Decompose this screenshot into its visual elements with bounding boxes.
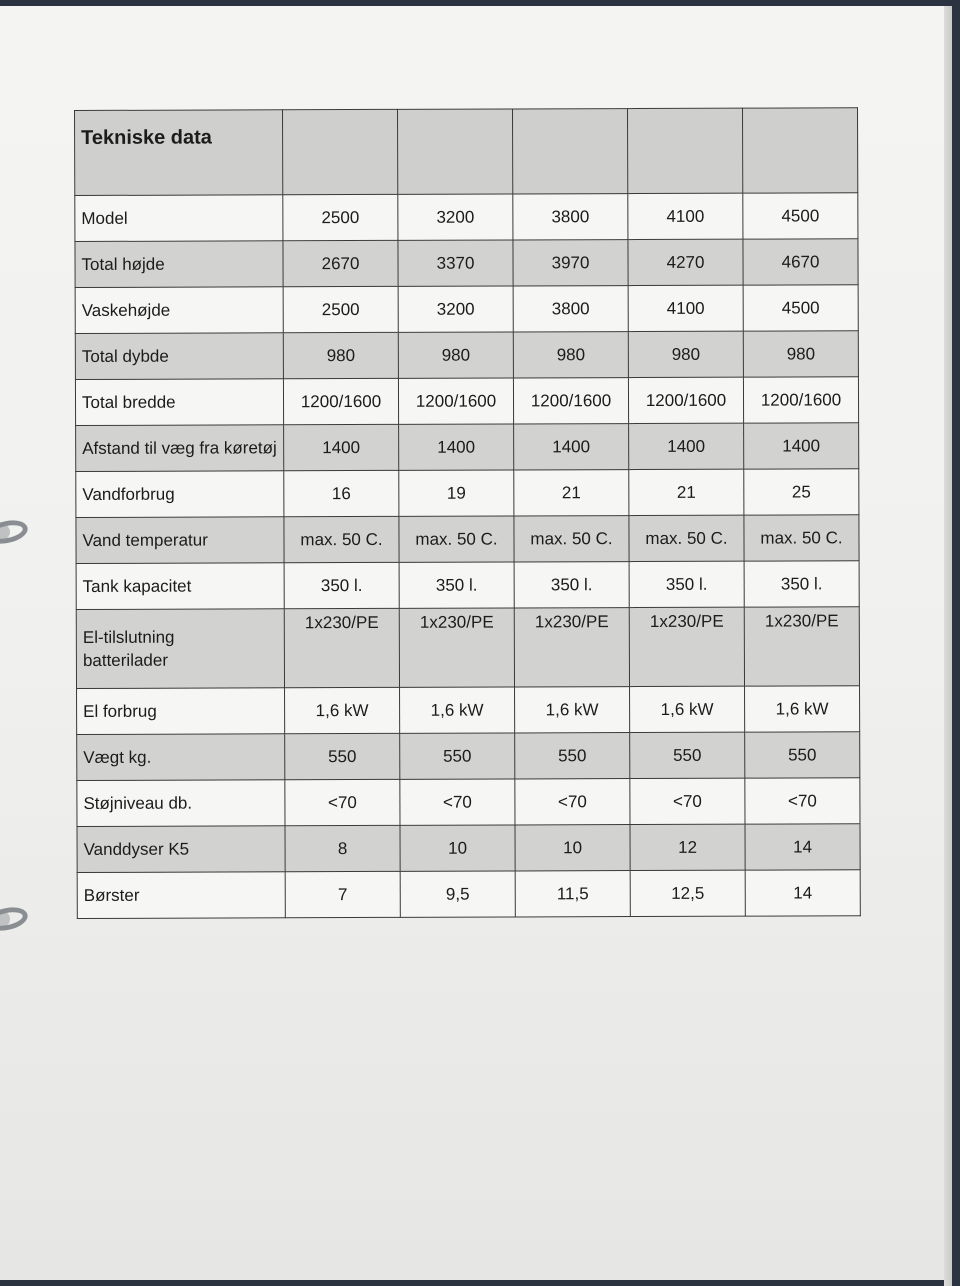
table-cell: 3200 <box>398 194 513 240</box>
table-cell: <70 <box>515 779 630 825</box>
table-cell: 12,5 <box>630 870 745 916</box>
header-cell <box>512 109 627 194</box>
table-cell: 1200/1600 <box>398 378 513 424</box>
table-cell: 350 l. <box>514 562 629 608</box>
row-label: Tank kapacitet <box>76 563 284 610</box>
row-label: Model <box>75 195 283 242</box>
header-cell <box>283 109 398 194</box>
table-cell: 4100 <box>628 193 743 239</box>
table-cell: 980 <box>398 332 513 378</box>
table-title: Tekniske data <box>75 110 283 196</box>
table-cell: 1200/1600 <box>743 377 858 423</box>
row-label: Vandforbrug <box>76 471 284 518</box>
row-label: Vaskehøjde <box>75 287 283 334</box>
table-cell: 4270 <box>628 239 743 285</box>
table-cell: 16 <box>284 470 399 516</box>
table-row <box>76 469 859 518</box>
table-row <box>77 732 860 781</box>
row-label <box>76 609 284 689</box>
table-row <box>76 423 859 472</box>
table-cell: 3970 <box>513 240 628 286</box>
row-label-line: batterilader <box>82 650 169 670</box>
table-cell: 350 l. <box>399 562 514 608</box>
table-cell: 11,5 <box>515 871 630 917</box>
table-cell: 12 <box>630 824 745 870</box>
row-label: Vægt kg. <box>77 734 285 781</box>
page-edge <box>944 6 952 1286</box>
spec-table-wrapper <box>74 107 861 919</box>
table-cell: 2500 <box>283 194 398 240</box>
table-cell: 1,6 kW <box>745 686 860 732</box>
table-cell: 4100 <box>628 285 743 331</box>
table-cell: 10 <box>400 825 515 871</box>
table-cell: 1x230/PE <box>399 608 514 687</box>
table-cell: <70 <box>630 778 745 824</box>
table-cell: 550 <box>745 732 860 778</box>
table-row <box>75 331 858 380</box>
table-cell: 3800 <box>513 194 628 240</box>
table-cell: 19 <box>399 470 514 516</box>
header-cell <box>397 109 512 194</box>
table-cell: 4670 <box>743 239 858 285</box>
table-cell: 14 <box>745 824 860 870</box>
table-cell: 2670 <box>283 240 398 286</box>
table-cell: max. 50 C. <box>514 516 629 562</box>
row-label: Børster <box>77 872 285 919</box>
header-cell <box>627 108 742 193</box>
table-cell: 8 <box>285 825 400 871</box>
row-label: Total dybde <box>75 333 283 380</box>
table-cell: max. 50 C. <box>744 515 859 561</box>
row-label: Vanddyser K5 <box>77 826 285 873</box>
table-cell: 21 <box>514 470 629 516</box>
table-cell: 1200/1600 <box>628 377 743 423</box>
table-header-row <box>75 108 858 196</box>
table-cell: 1x230/PE <box>284 608 399 687</box>
table-cell: 1400 <box>284 424 399 470</box>
table-cell: 1x230/PE <box>744 607 859 686</box>
table-row <box>77 778 860 827</box>
table-cell: 1,6 kW <box>630 686 745 732</box>
table-cell: 350 l. <box>629 561 744 607</box>
table-cell: <70 <box>745 778 860 824</box>
table-row <box>77 870 860 919</box>
table-row <box>77 686 860 735</box>
table-row <box>76 607 859 689</box>
table-cell: 21 <box>629 469 744 515</box>
table-cell: 1x230/PE <box>514 608 629 687</box>
table-cell: 1x230/PE <box>629 607 744 686</box>
table-cell: 1,6 kW <box>285 687 400 733</box>
table-cell: 4500 <box>743 285 858 331</box>
table-cell: 1,6 kW <box>515 687 630 733</box>
row-label: Total bredde <box>75 379 283 426</box>
table-cell: 550 <box>630 732 745 778</box>
table-cell: 550 <box>515 733 630 779</box>
table-cell: 3200 <box>398 286 513 332</box>
table-row <box>76 515 859 564</box>
table-cell: 1200/1600 <box>513 378 628 424</box>
row-label: Afstand til væg fra køretøj <box>76 425 284 472</box>
table-row <box>75 285 858 334</box>
table-cell: max. 50 C. <box>284 516 399 562</box>
table-cell: 550 <box>400 733 515 779</box>
table-cell: 980 <box>513 332 628 378</box>
table-cell: 3800 <box>513 286 628 332</box>
table-cell: 980 <box>283 332 398 378</box>
spec-table <box>74 107 861 919</box>
table-cell: 1400 <box>744 423 859 469</box>
row-label: Vand temperatur <box>76 517 284 564</box>
table-cell: 980 <box>628 331 743 377</box>
table-cell: 1400 <box>629 423 744 469</box>
document-page <box>0 6 952 1280</box>
table-cell: max. 50 C. <box>399 516 514 562</box>
table-row <box>75 377 858 426</box>
binder-ring <box>0 904 30 934</box>
table-cell: 10 <box>515 825 630 871</box>
table-row <box>75 193 858 242</box>
table-cell: 1200/1600 <box>283 378 398 424</box>
table-cell: 25 <box>744 469 859 515</box>
table-cell: 4500 <box>743 193 858 239</box>
table-cell: 350 l. <box>744 561 859 607</box>
table-cell: 350 l. <box>284 562 399 608</box>
table-cell: <70 <box>400 779 515 825</box>
table-row <box>75 239 858 288</box>
row-label: El forbrug <box>77 688 285 735</box>
table-cell: 14 <box>745 870 860 916</box>
table-cell: 1400 <box>514 424 629 470</box>
binder-ring <box>0 517 30 547</box>
table-cell: 980 <box>743 331 858 377</box>
table-row <box>77 824 860 873</box>
row-label: Total højde <box>75 241 283 288</box>
table-cell: 9,5 <box>400 871 515 917</box>
row-label-line: El-tilslutning <box>82 627 175 647</box>
table-cell: 1,6 kW <box>400 687 515 733</box>
table-cell: 1400 <box>399 424 514 470</box>
table-cell: 7 <box>285 871 400 917</box>
row-label: Støjniveau db. <box>77 780 285 827</box>
table-cell: 2500 <box>283 286 398 332</box>
table-cell: 550 <box>285 733 400 779</box>
table-cell: <70 <box>285 779 400 825</box>
table-cell: 3370 <box>398 240 513 286</box>
table-cell: max. 50 C. <box>629 515 744 561</box>
table-row <box>76 561 859 610</box>
header-cell <box>742 108 857 193</box>
